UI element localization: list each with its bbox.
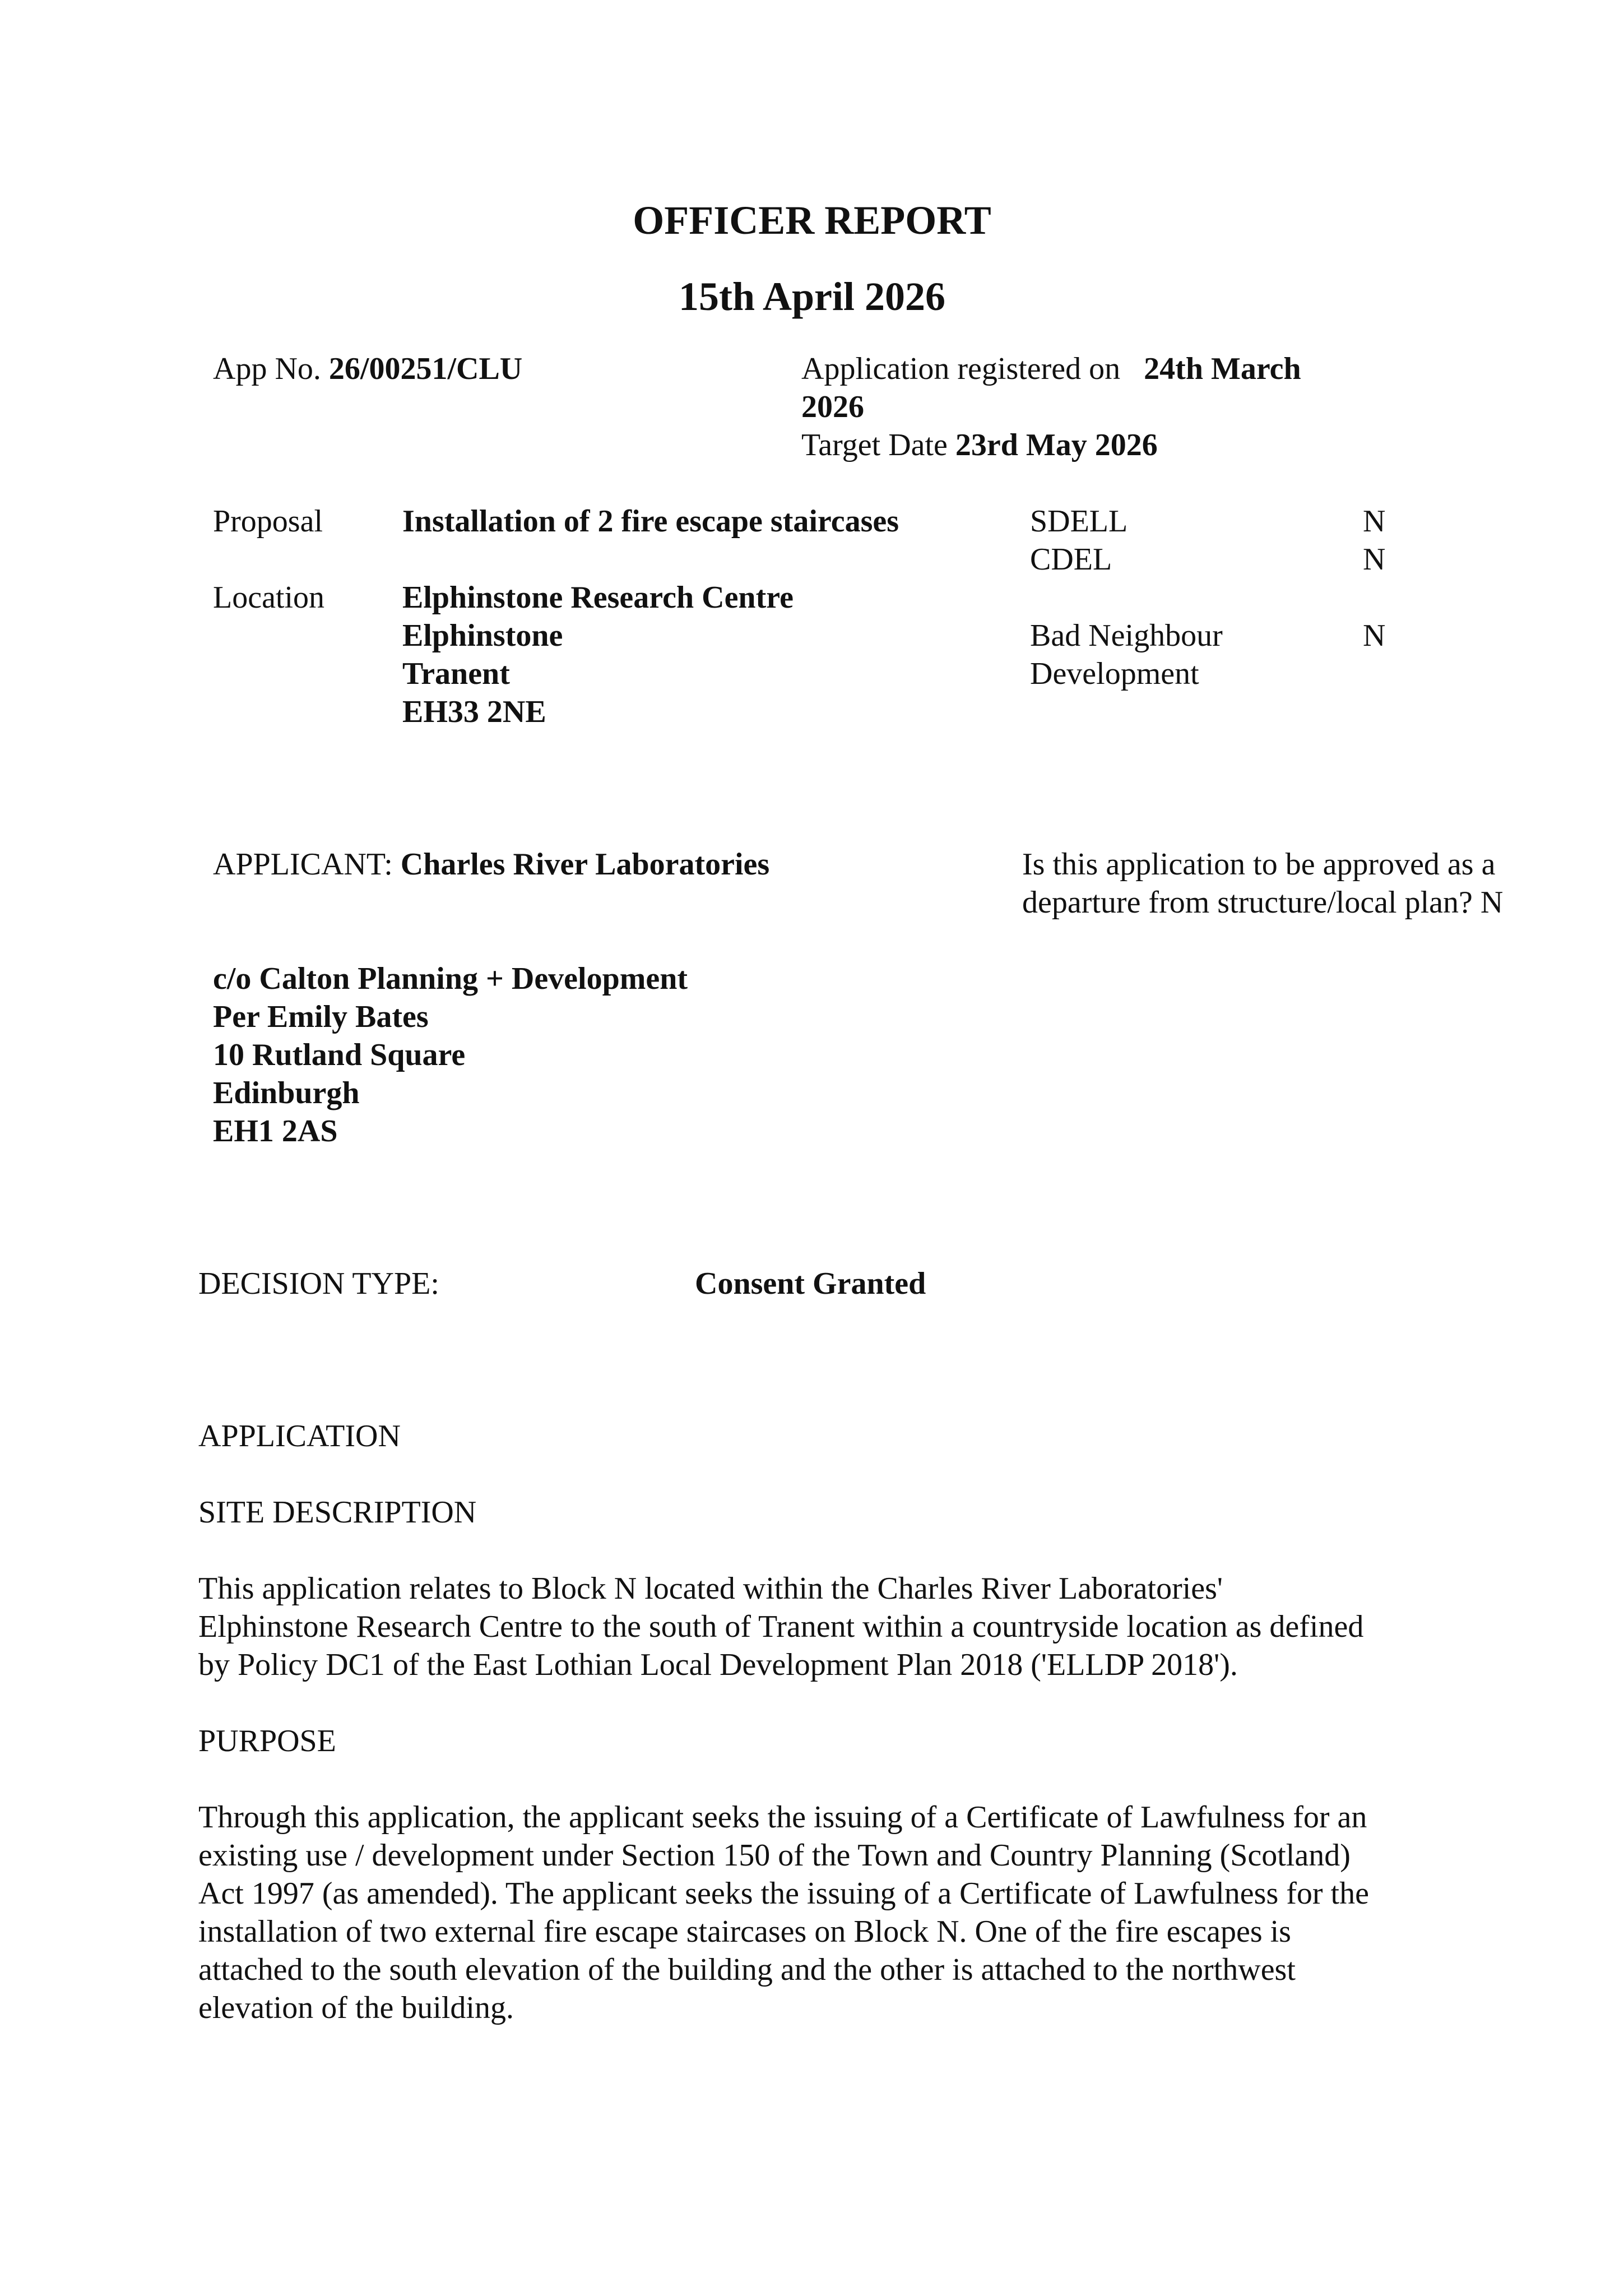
report-title: OFFICER REPORT [633, 198, 991, 243]
location-line: Elphinstone Research Centre [402, 580, 794, 615]
purpose-paragraph [198, 1798, 1369, 2027]
location-line: Tranent [402, 656, 510, 691]
site-description-paragraph [198, 1570, 1363, 1684]
applicant-address-line: c/o Calton Planning + Development [213, 961, 688, 996]
location-label: Location [213, 580, 325, 615]
applicant-address-line: Edinburgh [213, 1076, 360, 1110]
target-date-label: Target Date [801, 428, 948, 462]
site-description-heading: SITE DESCRIPTION [198, 1495, 477, 1530]
application-heading: APPLICATION [198, 1419, 401, 1453]
location-line: EH33 2NE [402, 695, 546, 729]
decision-label: DECISION TYPE: [198, 1266, 439, 1301]
app-number-label: App No. [213, 351, 321, 386]
registered-label: Application registered on [801, 351, 1121, 386]
paragraph-line: installation of two external fire escape staircases on Block N. One of the fire escapes is [198, 1914, 1291, 1949]
departure-question-line2: departure from structure/local plan? N [1022, 885, 1504, 920]
departure-question: Is this application to be approved as a [1022, 847, 1496, 882]
applicant-address-line: 10 Rutland Square [213, 1038, 466, 1072]
paragraph-line: existing use / development under Section 150 of the Town and Country Planning (Scotland) [198, 1838, 1351, 1873]
decision-value: Consent Granted [695, 1266, 926, 1301]
applicant-name: Charles River Laboratories [400, 847, 770, 882]
paragraph-line: Through this application, the applicant seeks the issuing of a Certificate of Lawfulness for an [198, 1800, 1367, 1835]
cdel-value: N [1363, 542, 1386, 577]
bad-neighbour-value: N [1363, 618, 1386, 653]
location-line: Elphinstone [402, 618, 563, 653]
paragraph-line: elevation of the building. [198, 1991, 514, 2025]
bad-neighbour-label-line2: Development [1030, 656, 1199, 691]
paragraph-line: attached to the south elevation of the building and the other is attached to the northwest [198, 1952, 1296, 1987]
bad-neighbour-label: Bad Neighbour [1030, 618, 1223, 653]
applicant-row [213, 845, 769, 883]
sdell-label: SDELL [1030, 504, 1128, 539]
registered-date-year: 2026 [801, 390, 864, 424]
applicant-label: APPLICANT: [213, 847, 393, 882]
target-date-row [801, 426, 1158, 464]
paragraph-line: Elphinstone Research Centre to the south of Tranent within a countryside location as defined [198, 1609, 1364, 1644]
sdell-value: N [1363, 504, 1386, 539]
report-date: 15th April 2026 [678, 274, 946, 319]
paragraph-line: Act 1997 (as amended). The applicant seeks the issuing of a Certificate of Lawfulness for the [198, 1876, 1369, 1911]
purpose-heading: PURPOSE [198, 1724, 336, 1758]
app-number-row [213, 350, 522, 388]
registered-row [801, 350, 1301, 388]
paragraph-line: This application relates to Block N located within the Charles River Laboratories' [198, 1571, 1223, 1606]
paragraph-line: by Policy DC1 of the East Lothian Local Development Plan 2018 ('ELLDP 2018'). [198, 1647, 1238, 1682]
applicant-address-line: Per Emily Bates [213, 999, 429, 1034]
cdel-label: CDEL [1030, 542, 1112, 577]
proposal-label: Proposal [213, 504, 323, 539]
proposal-value: Installation of 2 fire escape staircases [402, 504, 899, 539]
applicant-address-line: EH1 2AS [213, 1114, 338, 1149]
registered-date: 24th March [1144, 351, 1301, 386]
app-number: 26/00251/CLU [328, 351, 523, 386]
target-date: 23rd May 2026 [955, 428, 1158, 462]
